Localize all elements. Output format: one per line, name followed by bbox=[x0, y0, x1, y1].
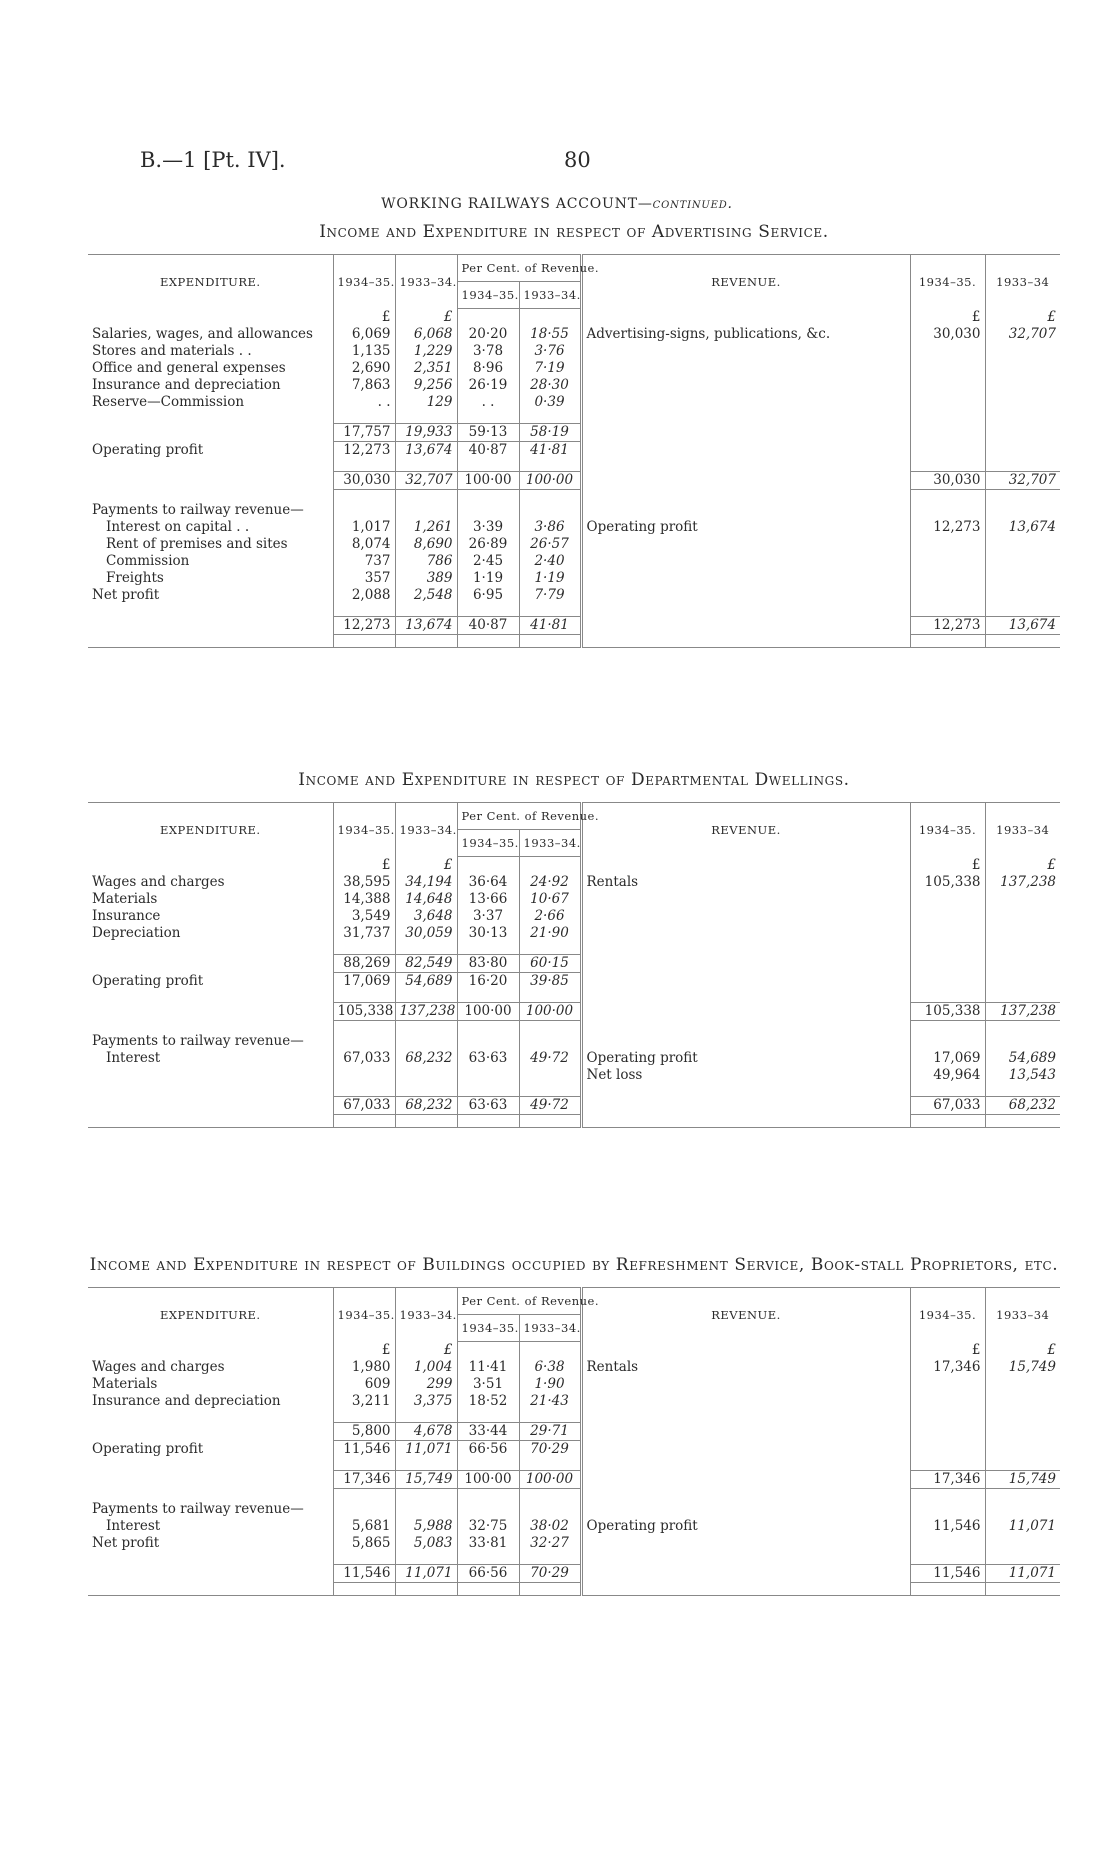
percent-1934-35: 3·39 bbox=[457, 519, 519, 536]
row-label: Rent of premises and sites bbox=[106, 536, 288, 552]
value-1933-34: 13,674 bbox=[395, 442, 457, 460]
revenue-total-1934-35: 17,346 bbox=[910, 1471, 985, 1489]
revenue-1933-34: 137,238 bbox=[985, 874, 1060, 891]
percent-1934-35: 100·00 bbox=[457, 472, 519, 490]
revenue-label: Operating profit bbox=[581, 1050, 910, 1067]
value-1934-35: 105,338 bbox=[333, 1003, 395, 1021]
value-1933-34: 137,238 bbox=[395, 1003, 457, 1021]
pound-sign: £ bbox=[333, 857, 395, 875]
page-heading-continued: continued. bbox=[652, 196, 733, 212]
revenue-1934-35: 105,338 bbox=[910, 874, 985, 891]
percent-1934-35: 26·89 bbox=[457, 536, 519, 553]
value-1934-35: 1,017 bbox=[333, 519, 395, 536]
value-1934-35: 14,388 bbox=[333, 891, 395, 908]
percent-1934-35: 100·00 bbox=[457, 1471, 519, 1489]
revenue-label: Operating profit bbox=[581, 1518, 910, 1535]
value-1933-34: 2,548 bbox=[395, 587, 457, 604]
pound-sign: £ bbox=[985, 309, 1060, 327]
value-1933-34: 389 bbox=[395, 570, 457, 587]
revenue-total-1933-34: 137,238 bbox=[985, 1003, 1060, 1021]
value-1933-34: 3,648 bbox=[395, 908, 457, 925]
percent-1934-35: 3·51 bbox=[457, 1376, 519, 1393]
percent-1933-34: 70·29 bbox=[519, 1441, 581, 1459]
statement-section bbox=[88, 222, 1060, 648]
section-title: Income and Expenditure in respect of Buildings occupied by Refreshment Service, Book-stall Proprietors, etc. bbox=[89, 1255, 1059, 1275]
row-label: Operating profit bbox=[92, 972, 204, 989]
revenue-total-1934-35: 11,546 bbox=[910, 1565, 985, 1583]
value-1934-35: 17,346 bbox=[333, 1471, 395, 1489]
year-header: 1933–34. bbox=[519, 830, 581, 857]
row-label: Depreciation bbox=[92, 925, 181, 941]
row-label: Commission bbox=[106, 553, 190, 569]
row-label: Reserve—Commission bbox=[92, 394, 245, 410]
value-1933-34: 9,256 bbox=[395, 377, 457, 394]
page-number: 80 bbox=[564, 148, 591, 172]
percent-1933-34: 18·55 bbox=[519, 326, 581, 343]
statement-table bbox=[88, 802, 1060, 1128]
expenditure-row bbox=[88, 908, 1060, 925]
revenue-1933-34: 54,689 bbox=[985, 1050, 1060, 1067]
percent-1934-35: 63·63 bbox=[457, 1050, 519, 1067]
year-header: 1934–35. bbox=[333, 1288, 395, 1342]
row-label: Materials bbox=[92, 1376, 158, 1392]
revenue-header: REVENUE. bbox=[581, 255, 910, 309]
percent-1934-35: 13·66 bbox=[457, 891, 519, 908]
row-label: Salaries, wages, and allowances bbox=[92, 326, 313, 342]
percent-1933-34: 60·15 bbox=[519, 955, 581, 973]
revenue-total-1933-34: 32,707 bbox=[985, 472, 1060, 490]
percent-1933-34: 24·92 bbox=[519, 874, 581, 891]
value-1933-34: 2,351 bbox=[395, 360, 457, 377]
percent-1933-34: 26·57 bbox=[519, 536, 581, 553]
year-header: 1933–34 bbox=[985, 803, 1060, 857]
year-header: 1933–34. bbox=[395, 1288, 457, 1342]
year-header: 1934–35. bbox=[457, 282, 519, 309]
year-header: 1933–34. bbox=[395, 803, 457, 857]
expenditure-row bbox=[88, 891, 1060, 908]
year-header: 1934–35. bbox=[910, 1288, 985, 1342]
percent-1934-35: 40·87 bbox=[457, 442, 519, 460]
percent-1934-35: 83·80 bbox=[457, 955, 519, 973]
percent-1933-34: 1·19 bbox=[519, 570, 581, 587]
value-1934-35: 6,069 bbox=[333, 326, 395, 343]
percent-1934-35: 63·63 bbox=[457, 1097, 519, 1115]
revenue-label: Net loss bbox=[581, 1067, 910, 1084]
page-heading bbox=[0, 196, 1114, 212]
row-label: Interest on capital . . bbox=[106, 519, 250, 535]
percent-1934-35: 16·20 bbox=[457, 973, 519, 991]
section-title: Income and Expenditure in respect of Advertising Service. bbox=[319, 222, 829, 242]
value-1934-35: 5,800 bbox=[333, 1423, 395, 1441]
percent-1934-35: 66·56 bbox=[457, 1565, 519, 1583]
payment-row bbox=[88, 1518, 1060, 1535]
expenditure-row bbox=[88, 1359, 1060, 1376]
value-1933-34: 1,229 bbox=[395, 343, 457, 360]
expenditure-row bbox=[88, 394, 1060, 411]
payments-heading: Payments to railway revenue— bbox=[92, 502, 304, 518]
percent-1934-35: 59·13 bbox=[457, 424, 519, 442]
expenditure-row bbox=[88, 360, 1060, 377]
pound-sign: £ bbox=[910, 309, 985, 327]
year-header: 1934–35. bbox=[333, 803, 395, 857]
expenditure-header: EXPENDITURE. bbox=[88, 1288, 333, 1342]
percent-1933-34: 39·85 bbox=[519, 973, 581, 991]
revenue-label: Rentals bbox=[581, 1359, 910, 1376]
percent-1933-34: 100·00 bbox=[519, 472, 581, 490]
percent-1933-34: 3·76 bbox=[519, 343, 581, 360]
row-label: Office and general expenses bbox=[92, 360, 286, 376]
subtotal-row bbox=[88, 955, 1060, 973]
year-header: 1933–34. bbox=[519, 282, 581, 309]
row-label: Wages and charges bbox=[92, 1359, 225, 1375]
page-heading-main: WORKING RAILWAYS ACCOUNT— bbox=[381, 196, 653, 212]
percent-1934-35: 18·52 bbox=[457, 1393, 519, 1410]
year-header: 1933–34 bbox=[985, 1288, 1060, 1342]
total-row bbox=[88, 1097, 1060, 1115]
value-1933-34: 129 bbox=[395, 394, 457, 411]
value-1933-34: 8,690 bbox=[395, 536, 457, 553]
value-1934-35: 8,074 bbox=[333, 536, 395, 553]
percent-1933-34: 7·19 bbox=[519, 360, 581, 377]
revenue-1934-35: 17,346 bbox=[910, 1359, 985, 1376]
percent-1933-34: 49·72 bbox=[519, 1097, 581, 1115]
year-header: 1934–35. bbox=[910, 255, 985, 309]
percent-1933-34: 49·72 bbox=[519, 1050, 581, 1067]
revenue-total-1933-34: 68,232 bbox=[985, 1097, 1060, 1115]
value-1934-35: 11,546 bbox=[333, 1565, 395, 1583]
percent-1933-34: 41·81 bbox=[519, 617, 581, 635]
revenue-1934-35: 12,273 bbox=[910, 519, 985, 536]
revenue-total-1934-35: 67,033 bbox=[910, 1097, 985, 1115]
percent-1933-34: 70·29 bbox=[519, 1565, 581, 1583]
statement-table bbox=[88, 1287, 1060, 1596]
expenditure-row bbox=[88, 874, 1060, 891]
value-1934-35: 88,269 bbox=[333, 955, 395, 973]
value-1934-35: . . bbox=[333, 394, 395, 411]
percent-1934-35: 33·81 bbox=[457, 1535, 519, 1552]
percent-1933-34: 6·38 bbox=[519, 1359, 581, 1376]
percent-1934-35: 26·19 bbox=[457, 377, 519, 394]
year-header: 1933–34. bbox=[519, 1315, 581, 1342]
percent-1934-35: 11·41 bbox=[457, 1359, 519, 1376]
revenue-1934-35: 11,546 bbox=[910, 1518, 985, 1535]
row-label: Operating profit bbox=[92, 1440, 204, 1457]
expenditure-row bbox=[88, 925, 1060, 942]
year-header: 1933–34 bbox=[985, 255, 1060, 309]
percent-1933-34: 100·00 bbox=[519, 1003, 581, 1021]
percent-1934-35: 3·37 bbox=[457, 908, 519, 925]
value-1934-35: 5,681 bbox=[333, 1518, 395, 1535]
value-1934-35: 67,033 bbox=[333, 1097, 395, 1115]
percent-1933-34: 28·30 bbox=[519, 377, 581, 394]
value-1934-35: 7,863 bbox=[333, 377, 395, 394]
row-label: Stores and materials . . bbox=[92, 343, 252, 359]
statement-section bbox=[88, 770, 1060, 1128]
row-label: Insurance and depreciation bbox=[92, 377, 281, 393]
value-1933-34: 15,749 bbox=[395, 1471, 457, 1489]
percent-1934-35: 66·56 bbox=[457, 1441, 519, 1459]
value-1934-35: 17,757 bbox=[333, 424, 395, 442]
percent-1933-34: 7·79 bbox=[519, 587, 581, 604]
revenue-1934-35: 49,964 bbox=[910, 1067, 985, 1084]
pound-sign: £ bbox=[395, 1342, 457, 1360]
value-1933-34: 30,059 bbox=[395, 925, 457, 942]
value-1934-35: 3,549 bbox=[333, 908, 395, 925]
percent-1933-34: 32·27 bbox=[519, 1535, 581, 1552]
revenue-total-1934-35: 30,030 bbox=[910, 472, 985, 490]
value-1934-35: 3,211 bbox=[333, 1393, 395, 1410]
value-1933-34: 3,375 bbox=[395, 1393, 457, 1410]
value-1933-34: 32,707 bbox=[395, 472, 457, 490]
revenue-1933-34: 15,749 bbox=[985, 1359, 1060, 1376]
value-1934-35: 609 bbox=[333, 1376, 395, 1393]
row-label: Interest bbox=[106, 1050, 161, 1066]
year-header: 1934–35. bbox=[333, 255, 395, 309]
operating-profit-row bbox=[88, 1441, 1060, 1459]
row-label: Insurance and depreciation bbox=[92, 1393, 281, 1409]
value-1933-34: 14,648 bbox=[395, 891, 457, 908]
percent-1933-34: 2·40 bbox=[519, 553, 581, 570]
payment-row bbox=[88, 519, 1060, 536]
value-1933-34: 68,232 bbox=[395, 1050, 457, 1067]
value-1934-35: 2,690 bbox=[333, 360, 395, 377]
expenditure-row bbox=[88, 343, 1060, 360]
percent-header: Per Cent. of Revenue. bbox=[457, 803, 581, 830]
payment-row bbox=[88, 1535, 1060, 1552]
value-1934-35: 2,088 bbox=[333, 587, 395, 604]
value-1934-35: 1,135 bbox=[333, 343, 395, 360]
pound-sign: £ bbox=[910, 1342, 985, 1360]
revenue-label: Operating profit bbox=[581, 519, 910, 536]
percent-1933-34: 58·19 bbox=[519, 424, 581, 442]
percent-1934-35: 32·75 bbox=[457, 1518, 519, 1535]
row-label: Materials bbox=[92, 891, 158, 907]
revenue-label: Rentals bbox=[581, 874, 910, 891]
revenue-header: REVENUE. bbox=[581, 1288, 910, 1342]
percent-1933-34: 10·67 bbox=[519, 891, 581, 908]
subtotal-row bbox=[88, 424, 1060, 442]
value-1933-34: 1,261 bbox=[395, 519, 457, 536]
payment-row bbox=[88, 587, 1060, 604]
revenue-header: REVENUE. bbox=[581, 803, 910, 857]
statement-section bbox=[88, 1255, 1060, 1596]
pound-sign: £ bbox=[333, 1342, 395, 1360]
revenue-total-1934-35: 105,338 bbox=[910, 1003, 985, 1021]
percent-1933-34: 100·00 bbox=[519, 1471, 581, 1489]
row-label: Operating profit bbox=[92, 441, 204, 458]
revenue-1933-34: 13,674 bbox=[985, 519, 1060, 536]
value-1934-35: 12,273 bbox=[333, 442, 395, 460]
value-1934-35: 38,595 bbox=[333, 874, 395, 891]
value-1933-34: 6,068 bbox=[395, 326, 457, 343]
value-1933-34: 4,678 bbox=[395, 1423, 457, 1441]
value-1934-35: 30,030 bbox=[333, 472, 395, 490]
revenue-1934-35: 17,069 bbox=[910, 1050, 985, 1067]
year-header: 1934–35. bbox=[457, 830, 519, 857]
pound-sign: £ bbox=[395, 309, 457, 327]
revenue-1934-35: 30,030 bbox=[910, 326, 985, 343]
value-1933-34: 19,933 bbox=[395, 424, 457, 442]
payments-heading: Payments to railway revenue— bbox=[92, 1501, 304, 1517]
percent-1934-35: 8·96 bbox=[457, 360, 519, 377]
percent-1933-34: 21·90 bbox=[519, 925, 581, 942]
percent-1933-34: 29·71 bbox=[519, 1423, 581, 1441]
percent-1934-35: 2·45 bbox=[457, 553, 519, 570]
percent-1934-35: 6·95 bbox=[457, 587, 519, 604]
value-1934-35: 737 bbox=[333, 553, 395, 570]
percent-1933-34: 3·86 bbox=[519, 519, 581, 536]
percent-header: Per Cent. of Revenue. bbox=[457, 255, 581, 282]
pound-sign: £ bbox=[333, 309, 395, 327]
payment-row bbox=[88, 1050, 1060, 1067]
revenue-total-1933-34: 15,749 bbox=[985, 1471, 1060, 1489]
subtotal-row bbox=[88, 1423, 1060, 1441]
percent-header: Per Cent. of Revenue. bbox=[457, 1288, 581, 1315]
expenditure-header: EXPENDITURE. bbox=[88, 803, 333, 857]
percent-1933-34: 21·43 bbox=[519, 1393, 581, 1410]
expenditure-row bbox=[88, 1393, 1060, 1410]
value-1934-35: 67,033 bbox=[333, 1050, 395, 1067]
operating-profit-row bbox=[88, 973, 1060, 991]
value-1933-34: 11,071 bbox=[395, 1565, 457, 1583]
value-1933-34: 786 bbox=[395, 553, 457, 570]
revenue-total-1933-34: 13,674 bbox=[985, 617, 1060, 635]
payment-row bbox=[88, 536, 1060, 553]
revenue-total-1933-34: 11,071 bbox=[985, 1565, 1060, 1583]
expenditure-row bbox=[88, 1376, 1060, 1393]
payment-row bbox=[88, 570, 1060, 587]
value-1933-34: 13,674 bbox=[395, 617, 457, 635]
row-label: Net profit bbox=[92, 587, 160, 603]
row-label: Net profit bbox=[92, 1535, 160, 1551]
value-1934-35: 11,546 bbox=[333, 1441, 395, 1459]
revenue-label: Advertising-signs, publications, &c. bbox=[581, 326, 910, 343]
value-1934-35: 31,737 bbox=[333, 925, 395, 942]
total-row bbox=[88, 1565, 1060, 1583]
section-title: Income and Expenditure in respect of Departmental Dwellings. bbox=[298, 770, 850, 790]
percent-1933-34: 38·02 bbox=[519, 1518, 581, 1535]
row-label: Insurance bbox=[92, 908, 161, 924]
statement-table bbox=[88, 254, 1060, 648]
percent-1934-35: 100·00 bbox=[457, 1003, 519, 1021]
pound-sign: £ bbox=[910, 857, 985, 875]
total-row bbox=[88, 472, 1060, 490]
value-1933-34: 54,689 bbox=[395, 973, 457, 991]
row-label: Interest bbox=[106, 1518, 161, 1534]
revenue-1933-34: 13,543 bbox=[985, 1067, 1060, 1084]
percent-1933-34: 0·39 bbox=[519, 394, 581, 411]
percent-1934-35: 36·64 bbox=[457, 874, 519, 891]
percent-1934-35: 20·20 bbox=[457, 326, 519, 343]
expenditure-row bbox=[88, 326, 1060, 343]
value-1934-35: 12,273 bbox=[333, 617, 395, 635]
percent-1934-35: 3·78 bbox=[457, 343, 519, 360]
revenue-1933-34: 32,707 bbox=[985, 326, 1060, 343]
revenue-1933-34: 11,071 bbox=[985, 1518, 1060, 1535]
value-1933-34: 299 bbox=[395, 1376, 457, 1393]
row-label: Freights bbox=[106, 570, 164, 586]
value-1933-34: 1,004 bbox=[395, 1359, 457, 1376]
percent-1933-34: 1·90 bbox=[519, 1376, 581, 1393]
value-1933-34: 82,549 bbox=[395, 955, 457, 973]
value-1933-34: 5,083 bbox=[395, 1535, 457, 1552]
percent-1934-35: 33·44 bbox=[457, 1423, 519, 1441]
page-ref: B.—1 [Pt. IV]. bbox=[140, 148, 286, 172]
percent-1934-35: . . bbox=[457, 394, 519, 411]
pound-sign: £ bbox=[395, 857, 457, 875]
value-1933-34: 5,988 bbox=[395, 1518, 457, 1535]
year-header: 1933–34. bbox=[395, 255, 457, 309]
total-row bbox=[88, 1003, 1060, 1021]
total-row bbox=[88, 617, 1060, 635]
revenue-total-1934-35: 12,273 bbox=[910, 617, 985, 635]
pound-sign: £ bbox=[985, 1342, 1060, 1360]
year-header: 1934–35. bbox=[457, 1315, 519, 1342]
value-1933-34: 34,194 bbox=[395, 874, 457, 891]
percent-1933-34: 41·81 bbox=[519, 442, 581, 460]
row-label: Wages and charges bbox=[92, 874, 225, 890]
value-1933-34: 68,232 bbox=[395, 1097, 457, 1115]
payments-heading: Payments to railway revenue— bbox=[92, 1033, 304, 1049]
value-1934-35: 5,865 bbox=[333, 1535, 395, 1552]
percent-1934-35: 1·19 bbox=[457, 570, 519, 587]
pound-sign: £ bbox=[985, 857, 1060, 875]
value-1933-34: 11,071 bbox=[395, 1441, 457, 1459]
operating-profit-row bbox=[88, 442, 1060, 460]
percent-1934-35: 40·87 bbox=[457, 617, 519, 635]
value-1934-35: 17,069 bbox=[333, 973, 395, 991]
expenditure-row bbox=[88, 377, 1060, 394]
year-header: 1934–35. bbox=[910, 803, 985, 857]
value-1934-35: 1,980 bbox=[333, 1359, 395, 1376]
payment-row bbox=[88, 553, 1060, 570]
percent-1934-35: 30·13 bbox=[457, 925, 519, 942]
total-row bbox=[88, 1471, 1060, 1489]
value-1934-35: 357 bbox=[333, 570, 395, 587]
percent-1933-34: 2·66 bbox=[519, 908, 581, 925]
expenditure-header: EXPENDITURE. bbox=[88, 255, 333, 309]
